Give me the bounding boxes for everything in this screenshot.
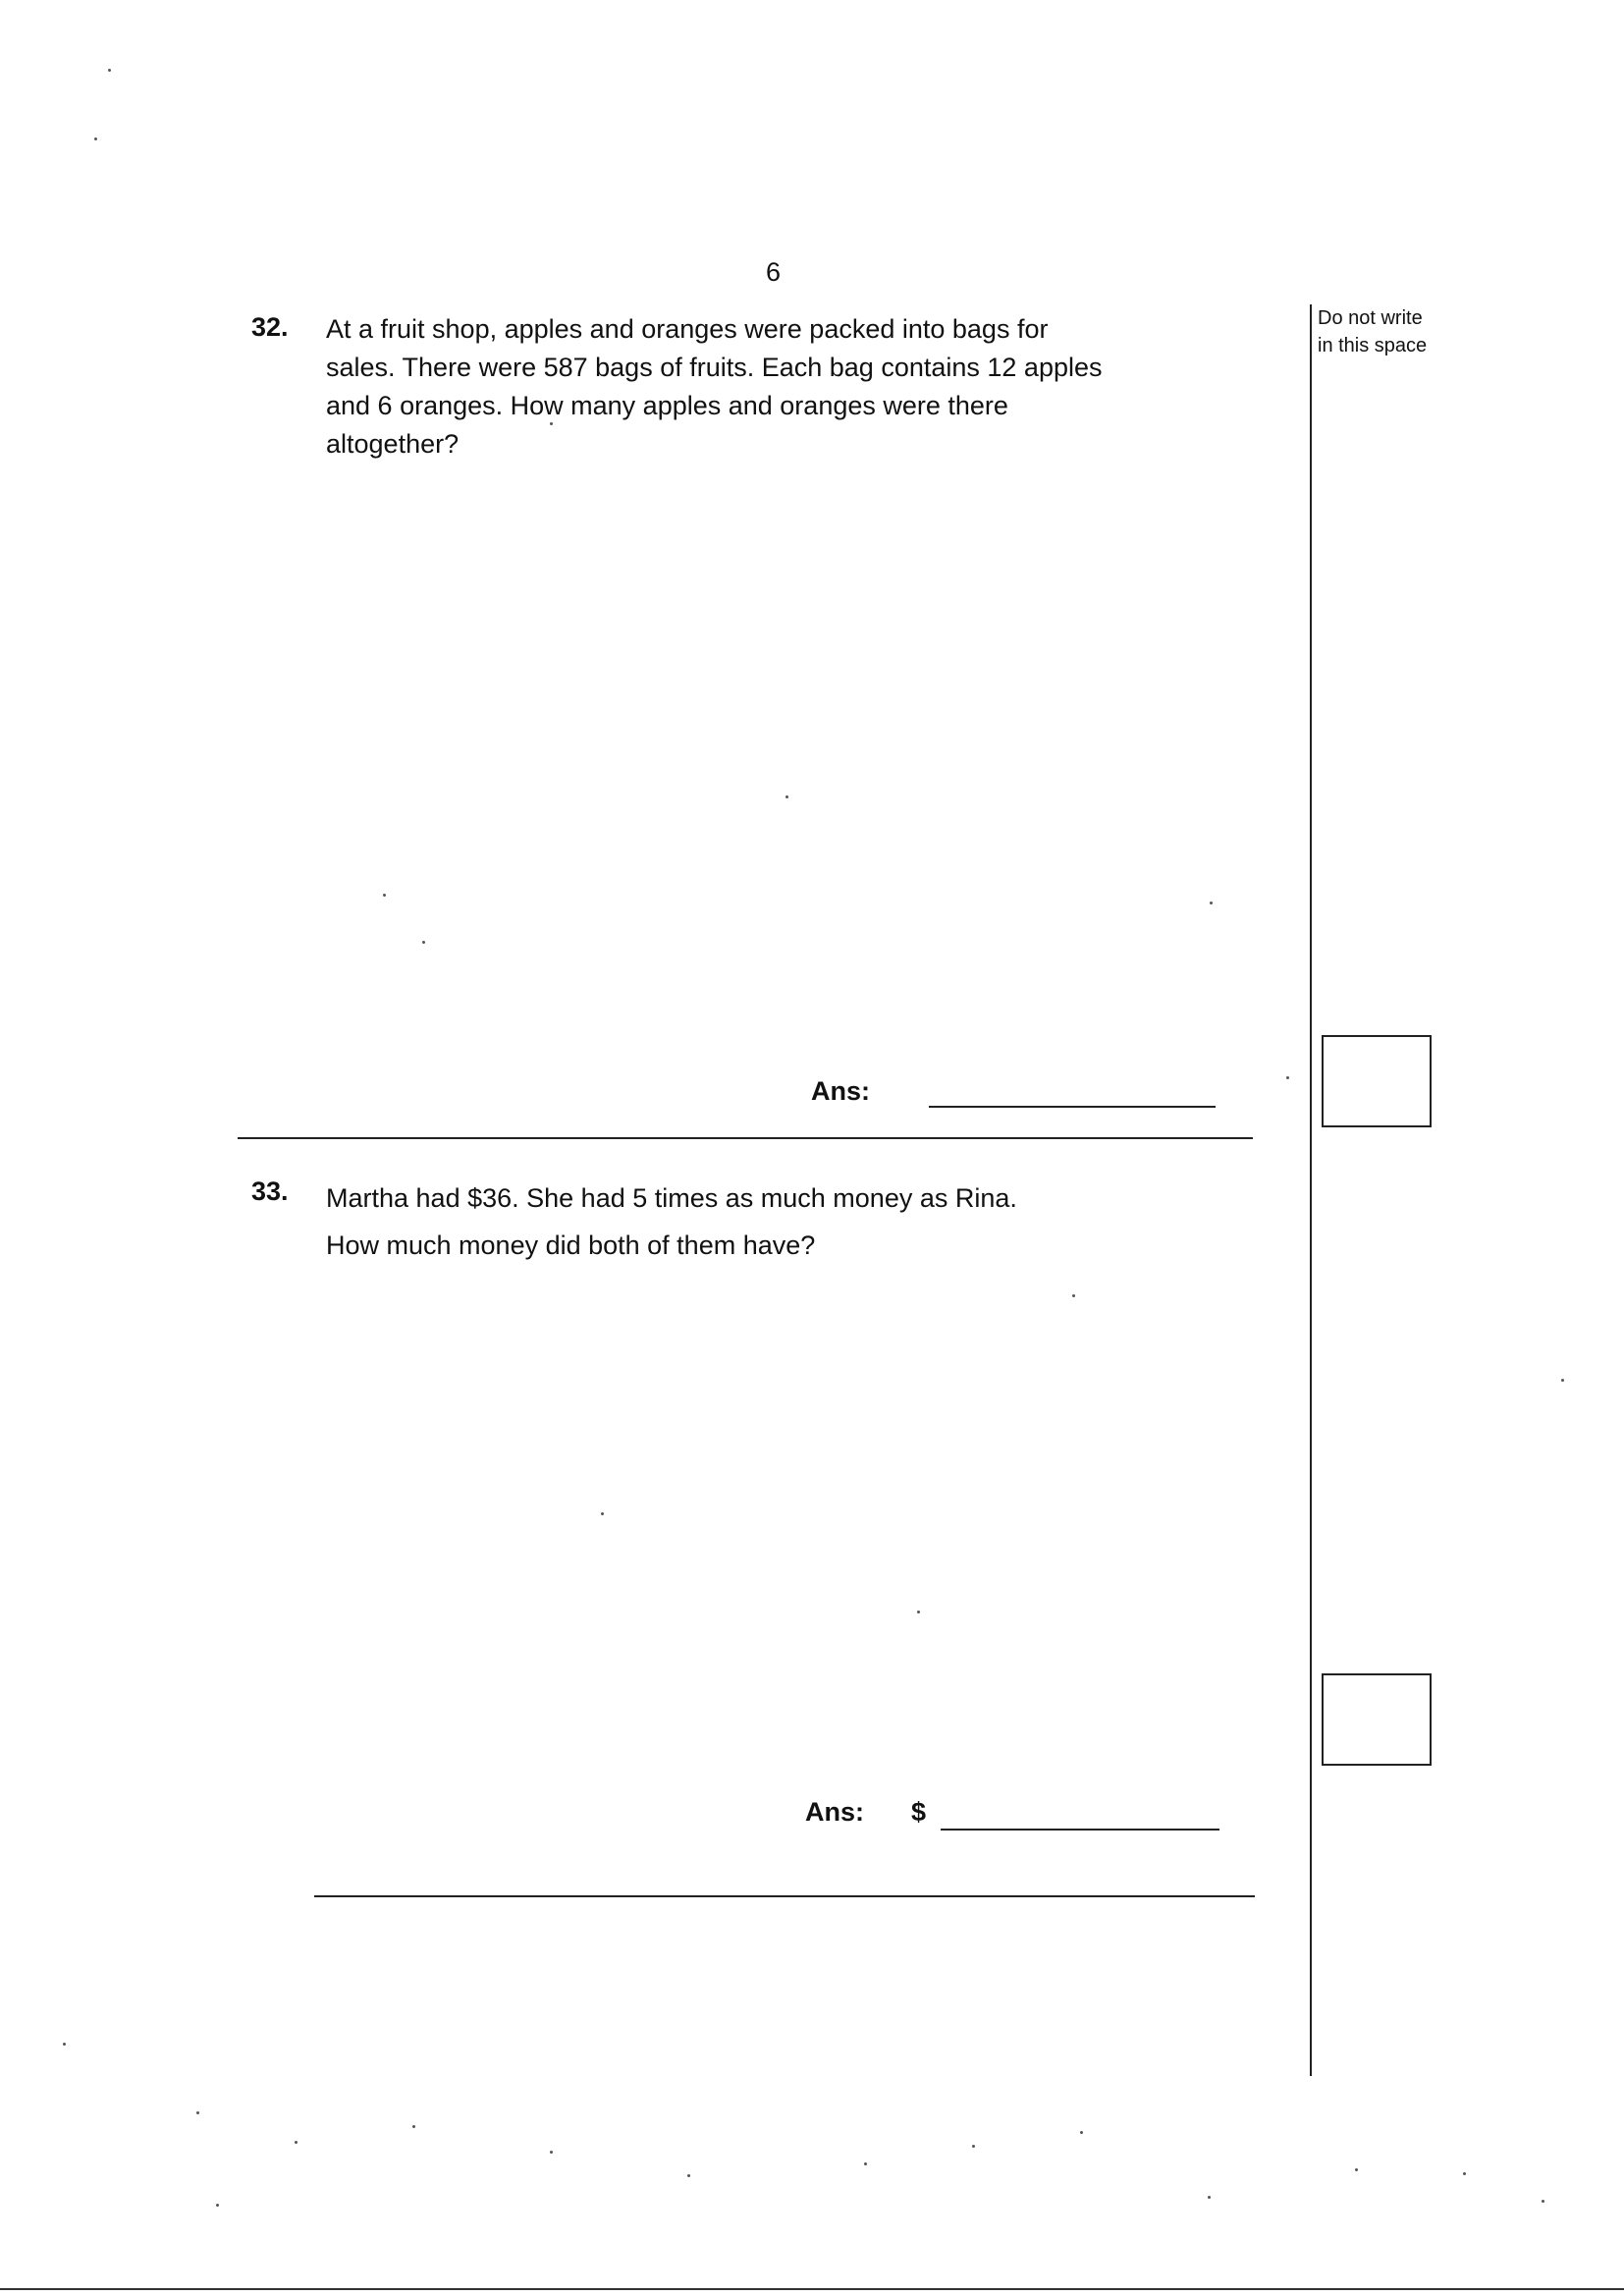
question-33-answer-line[interactable] [941,1829,1219,1831]
margin-note-line-1: Do not write [1318,307,1423,329]
question-33-number: 33. [251,1176,289,1206]
question-32-answer-label: Ans: [811,1076,870,1106]
page-number: 6 [766,257,782,287]
question-32-answer-line[interactable] [929,1106,1216,1108]
question-32-text [326,310,1210,464]
question-32-number: 32. [251,312,289,342]
question-33-dollar-sign: $ [911,1797,927,1827]
question-32-line-1: At a fruit shop, apples and oranges were packed into bags for [326,314,1049,344]
question-33-answer-label: Ans: [805,1797,864,1827]
margin-note [1318,304,1427,359]
section-end-rule [314,1895,1255,1897]
question-divider [238,1137,1253,1139]
question-33-mark-box[interactable] [1322,1673,1432,1766]
question-32-line-3: and 6 oranges. How many apples and oranges were there [326,391,1008,420]
question-33-line-2: How much money did both of them have? [326,1230,816,1260]
question-32-line-2: sales. There were 587 bags of fruits. Each bag contains 12 apples [326,353,1103,382]
question-32-line-4: altogether? [326,429,460,459]
question-33-text [326,1175,1210,1269]
margin-rule [1310,304,1312,2076]
question-33-line-1: Martha had $36. She had 5 times as much money as Rina. [326,1183,1017,1213]
margin-note-line-2: in this space [1318,335,1428,356]
question-32-mark-box[interactable] [1322,1035,1432,1127]
scan-edge-line [0,2288,1624,2290]
